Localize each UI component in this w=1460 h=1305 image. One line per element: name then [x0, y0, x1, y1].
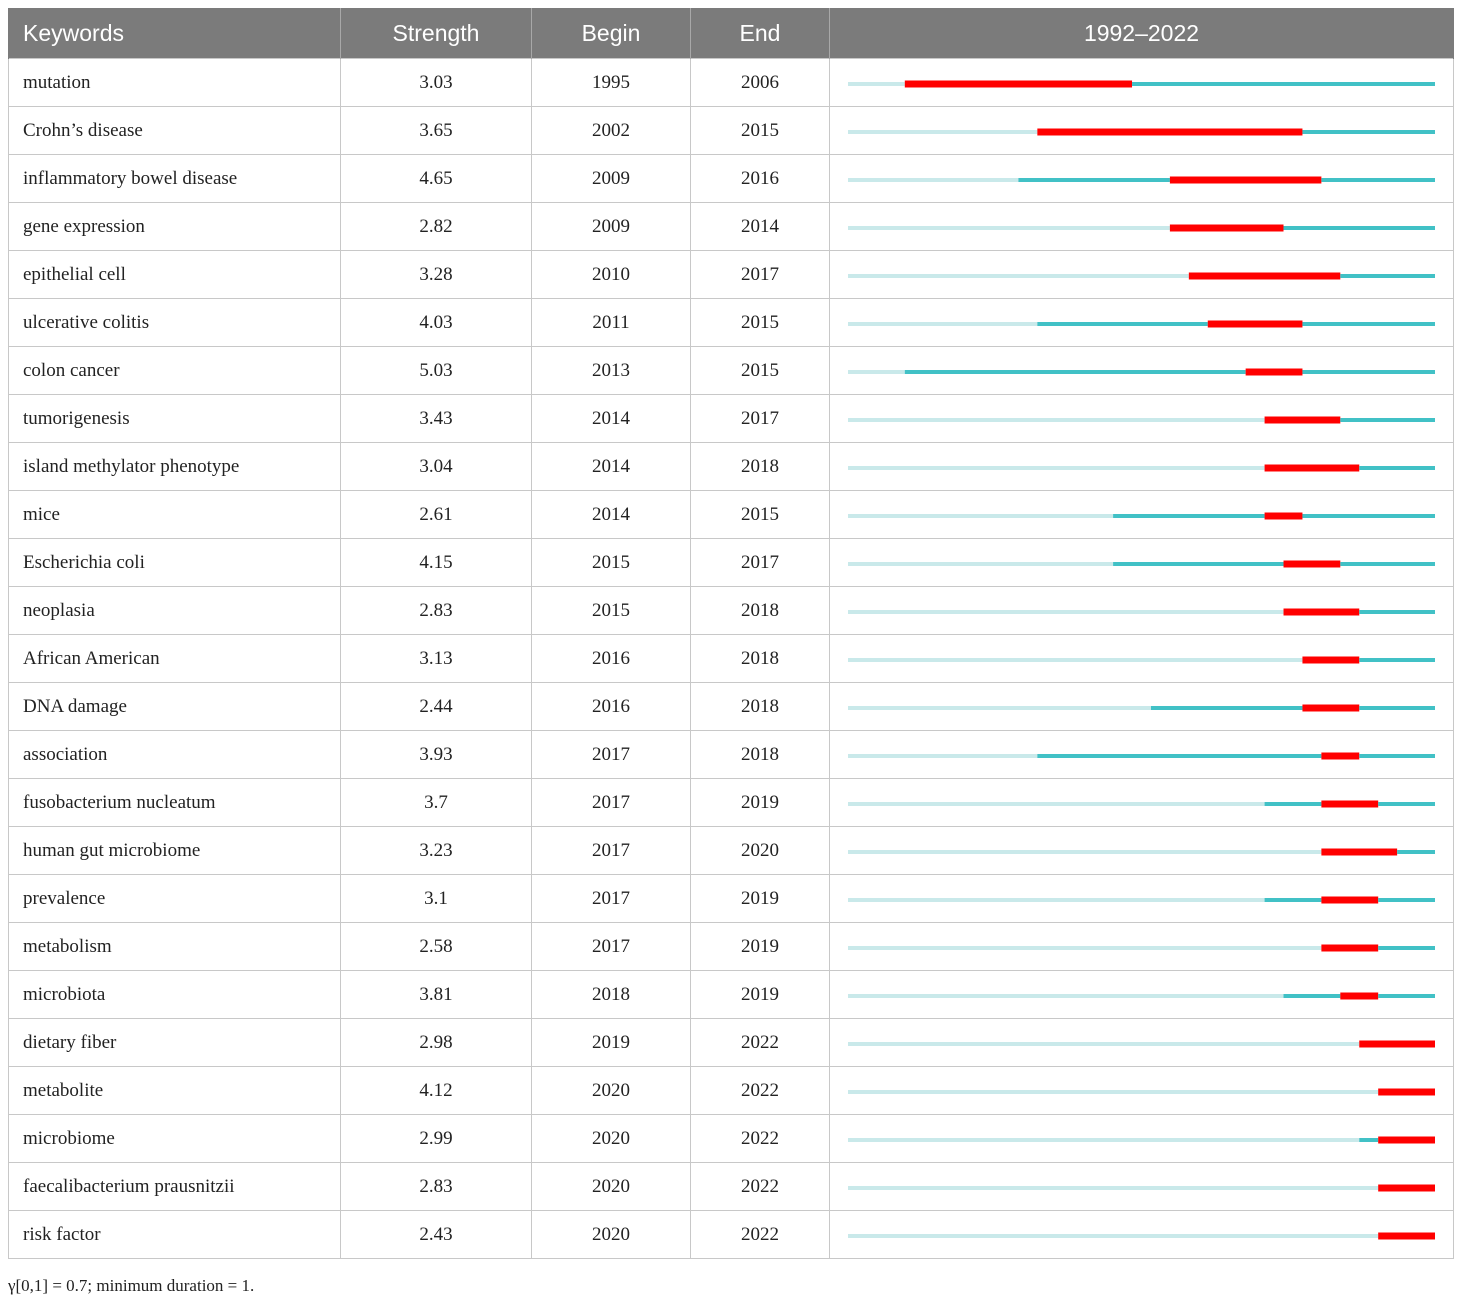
burst-timeline — [830, 107, 1453, 154]
table-header — [9, 8, 1454, 59]
begin-cell: 2016 — [532, 635, 691, 683]
active-segment — [1321, 178, 1435, 182]
burst-bar — [1321, 897, 1378, 904]
table-row — [9, 1115, 1454, 1163]
strength-cell: 3.43 — [341, 395, 532, 443]
burst-timeline — [830, 395, 1453, 442]
burst-timeline — [830, 347, 1453, 394]
strength-cell: 2.99 — [341, 1115, 532, 1163]
active-segment — [1302, 322, 1435, 326]
end-cell: 2015 — [691, 491, 830, 539]
keyword-cell: Crohn’s disease — [9, 107, 341, 155]
end-cell: 2019 — [691, 875, 830, 923]
inactive-segment — [848, 466, 1265, 470]
burst-bar — [1189, 273, 1340, 280]
keyword-cell: Escherichia coli — [9, 539, 341, 587]
keyword-cell: dietary fiber — [9, 1019, 341, 1067]
active-segment — [1378, 946, 1435, 950]
burst-table — [8, 8, 1454, 1259]
inactive-segment — [848, 946, 1321, 950]
end-cell: 2017 — [691, 539, 830, 587]
begin-cell: 2020 — [532, 1115, 691, 1163]
burst-bar — [1321, 801, 1378, 808]
table-footnote: γ[0,1] = 0.7; minimum duration = 1. — [8, 1276, 255, 1295]
end-cell: 2022 — [691, 1163, 830, 1211]
active-segment — [1359, 610, 1435, 614]
end-cell: 2019 — [691, 779, 830, 827]
end-cell: 2015 — [691, 107, 830, 155]
strength-cell: 3.81 — [341, 971, 532, 1019]
table-row — [9, 539, 1454, 587]
end-cell: 2018 — [691, 731, 830, 779]
end-cell: 2020 — [691, 827, 830, 875]
keyword-cell: microbiome — [9, 1115, 341, 1163]
begin-cell: 2017 — [532, 731, 691, 779]
active-segment — [1340, 562, 1435, 566]
begin-cell: 2018 — [532, 971, 691, 1019]
burst-timeline — [830, 1067, 1453, 1114]
inactive-segment — [848, 802, 1265, 806]
end-cell: 2022 — [691, 1067, 830, 1115]
active-segment — [1265, 898, 1322, 902]
end-cell: 2014 — [691, 203, 830, 251]
table-row — [9, 1211, 1454, 1259]
header-strength: Strength — [341, 8, 532, 59]
timeline-cell — [830, 923, 1454, 971]
begin-cell: 2015 — [532, 587, 691, 635]
inactive-segment — [848, 850, 1321, 854]
keyword-cell: mice — [9, 491, 341, 539]
burst-bar — [1321, 849, 1397, 856]
strength-cell: 3.03 — [341, 59, 532, 107]
end-cell: 2018 — [691, 635, 830, 683]
begin-cell: 2016 — [532, 683, 691, 731]
strength-cell: 3.28 — [341, 251, 532, 299]
keyword-cell: prevalence — [9, 875, 341, 923]
end-cell: 2006 — [691, 59, 830, 107]
timeline-cell — [830, 155, 1454, 203]
begin-cell: 2014 — [532, 443, 691, 491]
burst-bar — [1321, 753, 1359, 760]
strength-cell: 3.23 — [341, 827, 532, 875]
table-row — [9, 971, 1454, 1019]
burst-timeline — [830, 251, 1453, 298]
burst-bar — [1170, 225, 1284, 232]
timeline-cell — [830, 587, 1454, 635]
burst-bar — [1378, 1233, 1435, 1240]
active-segment — [1132, 82, 1435, 86]
timeline-cell — [830, 683, 1454, 731]
inactive-segment — [848, 1090, 1378, 1094]
burst-bar — [1302, 657, 1359, 664]
inactive-segment — [848, 274, 1189, 278]
begin-cell: 2009 — [532, 155, 691, 203]
burst-bar — [1246, 369, 1303, 376]
timeline-cell — [830, 59, 1454, 107]
table-row — [9, 779, 1454, 827]
inactive-segment — [848, 82, 905, 86]
burst-timeline — [830, 683, 1453, 730]
keyword-cell: tumorigenesis — [9, 395, 341, 443]
inactive-segment — [848, 994, 1284, 998]
active-segment — [1359, 658, 1435, 662]
active-segment — [1265, 802, 1322, 806]
begin-cell: 2020 — [532, 1067, 691, 1115]
strength-cell: 3.04 — [341, 443, 532, 491]
table-row — [9, 443, 1454, 491]
burst-timeline — [830, 971, 1453, 1018]
keyword-cell: colon cancer — [9, 347, 341, 395]
end-cell: 2015 — [691, 299, 830, 347]
table-row — [9, 107, 1454, 155]
active-segment — [1378, 994, 1435, 998]
burst-bar — [1265, 465, 1360, 472]
inactive-segment — [848, 130, 1037, 134]
keyword-cell: gene expression — [9, 203, 341, 251]
timeline-cell — [830, 539, 1454, 587]
timeline-cell — [830, 635, 1454, 683]
burst-bar — [1321, 945, 1378, 952]
inactive-segment — [848, 226, 1170, 230]
header-end: End — [691, 8, 830, 59]
active-segment — [1378, 898, 1435, 902]
keyword-cell: epithelial cell — [9, 251, 341, 299]
begin-cell: 2015 — [532, 539, 691, 587]
burst-timeline — [830, 203, 1453, 250]
burst-timeline — [830, 875, 1453, 922]
inactive-segment — [848, 1042, 1359, 1046]
timeline-cell — [830, 395, 1454, 443]
begin-cell: 2011 — [532, 299, 691, 347]
timeline-cell — [830, 779, 1454, 827]
burst-timeline — [830, 491, 1453, 538]
keyword-cell: African American — [9, 635, 341, 683]
inactive-segment — [848, 322, 1037, 326]
table-row — [9, 827, 1454, 875]
timeline-cell — [830, 491, 1454, 539]
strength-cell: 2.82 — [341, 203, 532, 251]
begin-cell: 2014 — [532, 491, 691, 539]
burst-timeline — [830, 59, 1453, 106]
table-row — [9, 491, 1454, 539]
table-row — [9, 1067, 1454, 1115]
begin-cell: 2010 — [532, 251, 691, 299]
active-segment — [1302, 370, 1435, 374]
keyword-cell: ulcerative colitis — [9, 299, 341, 347]
end-cell: 2022 — [691, 1019, 830, 1067]
inactive-segment — [848, 754, 1037, 758]
active-segment — [1113, 562, 1283, 566]
burst-bar — [1265, 417, 1341, 424]
burst-timeline — [830, 587, 1453, 634]
active-segment — [1359, 754, 1435, 758]
burst-timeline — [830, 1019, 1453, 1066]
inactive-segment — [848, 514, 1113, 518]
strength-cell: 4.65 — [341, 155, 532, 203]
strength-cell: 2.58 — [341, 923, 532, 971]
table-row — [9, 347, 1454, 395]
strength-cell: 2.98 — [341, 1019, 532, 1067]
active-segment — [1037, 754, 1321, 758]
table-row — [9, 395, 1454, 443]
active-segment — [1037, 322, 1207, 326]
burst-bar — [1302, 705, 1359, 712]
begin-cell: 1995 — [532, 59, 691, 107]
strength-cell: 3.13 — [341, 635, 532, 683]
burst-timeline — [830, 635, 1453, 682]
active-segment — [1302, 130, 1435, 134]
end-cell: 2017 — [691, 251, 830, 299]
end-cell: 2018 — [691, 683, 830, 731]
keyword-cell: inflammatory bowel disease — [9, 155, 341, 203]
inactive-segment — [848, 370, 905, 374]
burst-bar — [1208, 321, 1303, 328]
inactive-segment — [848, 178, 1018, 182]
burst-bar — [1037, 129, 1302, 136]
begin-cell: 2014 — [532, 395, 691, 443]
end-cell: 2015 — [691, 347, 830, 395]
burst-timeline — [830, 1115, 1453, 1162]
header-row — [9, 8, 1454, 59]
burst-timeline — [830, 1163, 1453, 1210]
burst-timeline — [830, 827, 1453, 874]
table-row — [9, 635, 1454, 683]
timeline-cell — [830, 1163, 1454, 1211]
strength-cell: 2.43 — [341, 1211, 532, 1259]
end-cell: 2022 — [691, 1211, 830, 1259]
begin-cell: 2013 — [532, 347, 691, 395]
strength-cell: 2.83 — [341, 1163, 532, 1211]
table-row — [9, 155, 1454, 203]
strength-cell: 2.44 — [341, 683, 532, 731]
table-row — [9, 1163, 1454, 1211]
header-begin: Begin — [532, 8, 691, 59]
begin-cell: 2020 — [532, 1163, 691, 1211]
table-row — [9, 683, 1454, 731]
keyword-cell: neoplasia — [9, 587, 341, 635]
burst-timeline — [830, 299, 1453, 346]
active-segment — [1151, 706, 1302, 710]
timeline-cell — [830, 443, 1454, 491]
timeline-cell — [830, 203, 1454, 251]
active-segment — [1284, 994, 1341, 998]
burst-bar — [1265, 513, 1303, 520]
active-segment — [1397, 850, 1435, 854]
active-segment — [1359, 466, 1435, 470]
inactive-segment — [848, 1138, 1359, 1142]
strength-cell: 4.03 — [341, 299, 532, 347]
end-cell: 2018 — [691, 587, 830, 635]
timeline-cell — [830, 251, 1454, 299]
burst-timeline — [830, 443, 1453, 490]
active-segment — [1340, 418, 1435, 422]
end-cell: 2016 — [691, 155, 830, 203]
burst-bar — [1284, 609, 1360, 616]
begin-cell: 2019 — [532, 1019, 691, 1067]
burst-timeline — [830, 779, 1453, 826]
burst-timeline — [830, 1211, 1453, 1258]
end-cell: 2022 — [691, 1115, 830, 1163]
burst-bar — [1378, 1185, 1435, 1192]
burst-bar — [1170, 177, 1321, 184]
active-segment — [1113, 514, 1264, 518]
burst-bar — [1378, 1089, 1435, 1096]
strength-cell: 5.03 — [341, 347, 532, 395]
timeline-cell — [830, 1019, 1454, 1067]
strength-cell: 3.93 — [341, 731, 532, 779]
timeline-cell — [830, 1067, 1454, 1115]
burst-timeline — [830, 731, 1453, 778]
inactive-segment — [848, 658, 1302, 662]
keyword-cell: microbiota — [9, 971, 341, 1019]
keyword-cell: human gut microbiome — [9, 827, 341, 875]
active-segment — [1359, 1138, 1378, 1142]
inactive-segment — [848, 562, 1113, 566]
burst-timeline — [830, 923, 1453, 970]
strength-cell: 2.61 — [341, 491, 532, 539]
active-segment — [1018, 178, 1169, 182]
inactive-segment — [848, 1186, 1378, 1190]
header-keywords: Keywords — [9, 8, 341, 59]
keyword-cell: association — [9, 731, 341, 779]
end-cell: 2018 — [691, 443, 830, 491]
strength-cell: 2.83 — [341, 587, 532, 635]
keyword-cell: mutation — [9, 59, 341, 107]
timeline-cell — [830, 347, 1454, 395]
keyword-cell: island methylator phenotype — [9, 443, 341, 491]
active-segment — [1340, 274, 1435, 278]
begin-cell: 2017 — [532, 875, 691, 923]
keyword-cell: DNA damage — [9, 683, 341, 731]
active-segment — [1378, 802, 1435, 806]
active-segment — [1359, 706, 1435, 710]
timeline-cell — [830, 1211, 1454, 1259]
table-row — [9, 875, 1454, 923]
keyword-cell: metabolite — [9, 1067, 341, 1115]
table-row — [9, 731, 1454, 779]
table-row — [9, 203, 1454, 251]
table-body — [9, 59, 1454, 1259]
burst-bar — [1340, 993, 1378, 1000]
burst-bar — [1378, 1137, 1435, 1144]
keyword-cell: faecalibacterium prausnitzii — [9, 1163, 341, 1211]
burst-bar — [1284, 561, 1341, 568]
begin-cell: 2020 — [532, 1211, 691, 1259]
active-segment — [1302, 514, 1435, 518]
begin-cell: 2017 — [532, 779, 691, 827]
burst-bar — [905, 81, 1132, 88]
timeline-cell — [830, 299, 1454, 347]
active-segment — [905, 370, 1246, 374]
inactive-segment — [848, 706, 1151, 710]
strength-cell: 3.7 — [341, 779, 532, 827]
end-cell: 2019 — [691, 971, 830, 1019]
keyword-cell: risk factor — [9, 1211, 341, 1259]
timeline-cell — [830, 827, 1454, 875]
active-segment — [1284, 226, 1435, 230]
end-cell: 2017 — [691, 395, 830, 443]
strength-cell: 3.65 — [341, 107, 532, 155]
keyword-cell: fusobacterium nucleatum — [9, 779, 341, 827]
begin-cell: 2002 — [532, 107, 691, 155]
end-cell: 2019 — [691, 923, 830, 971]
table-row — [9, 587, 1454, 635]
keyword-cell: metabolism — [9, 923, 341, 971]
timeline-cell — [830, 875, 1454, 923]
table-row — [9, 59, 1454, 107]
timeline-cell — [830, 107, 1454, 155]
timeline-cell — [830, 971, 1454, 1019]
table-row — [9, 1019, 1454, 1067]
burst-bar — [1359, 1041, 1435, 1048]
burst-timeline — [830, 539, 1453, 586]
table-row — [9, 923, 1454, 971]
table-row — [9, 251, 1454, 299]
timeline-cell — [830, 731, 1454, 779]
header-period: 1992–2022 — [830, 8, 1454, 59]
begin-cell: 2017 — [532, 923, 691, 971]
strength-cell: 3.1 — [341, 875, 532, 923]
strength-cell: 4.12 — [341, 1067, 532, 1115]
burst-timeline — [830, 155, 1453, 202]
inactive-segment — [848, 418, 1265, 422]
table-row — [9, 299, 1454, 347]
begin-cell: 2009 — [532, 203, 691, 251]
strength-cell: 4.15 — [341, 539, 532, 587]
inactive-segment — [848, 610, 1284, 614]
inactive-segment — [848, 898, 1265, 902]
inactive-segment — [848, 1234, 1378, 1238]
timeline-cell — [830, 1115, 1454, 1163]
begin-cell: 2017 — [532, 827, 691, 875]
